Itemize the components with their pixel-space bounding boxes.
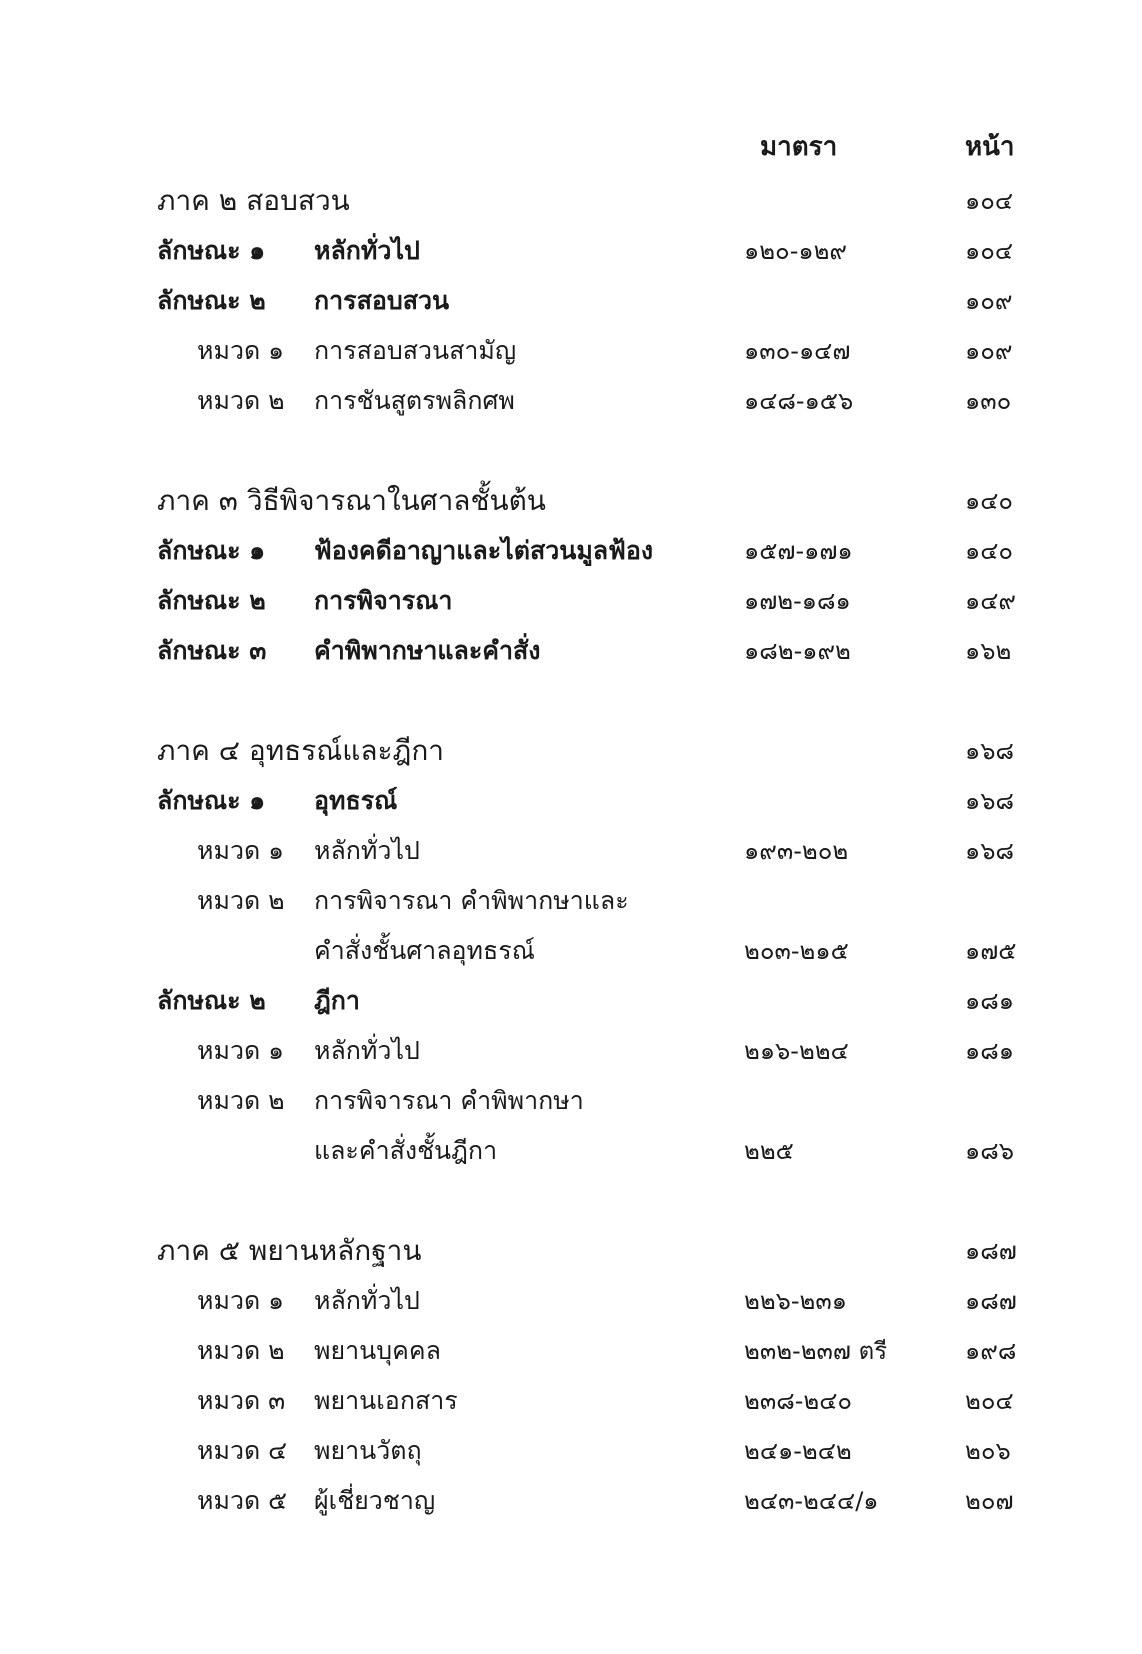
entry-title: หลักทั่วไป	[314, 836, 420, 865]
entry-title: พยานเอกสาร	[314, 1386, 458, 1415]
entry-title: การพิจารณา	[314, 586, 453, 615]
toc-list	[0, 176, 1142, 1526]
entry-section-range: ๒๒๕	[744, 1137, 794, 1165]
entry-section-range: ๒๔๑-๒๔๒	[744, 1437, 852, 1465]
entry-page-number: ๑๗๕	[965, 937, 1017, 965]
entry-label: ลักษณะ ๒	[157, 986, 266, 1015]
entry-label: ภาค ๔ อุทธรณ์และฎีกา	[157, 734, 444, 767]
toc-entry	[0, 876, 1142, 926]
toc-entry	[0, 1426, 1142, 1476]
toc-entry	[0, 726, 1142, 776]
entry-section-range: ๒๓๒-๒๓๗ ตรี	[744, 1337, 888, 1365]
entry-section-range: ๑๗๒-๑๘๑	[744, 587, 851, 615]
entry-title: หลักทั่วไป	[314, 1036, 420, 1065]
entry-title: พยานวัตถุ	[314, 1436, 422, 1465]
entry-page-number: ๒๐๔	[965, 1387, 1014, 1415]
entry-page-number: ๑๖๘	[965, 837, 1014, 865]
entry-title: การพิจารณา คำพิพากษาและ	[314, 886, 629, 915]
entry-section-range: ๑๕๗-๑๗๑	[744, 537, 853, 565]
entry-title: หลักทั่วไป	[314, 1286, 420, 1315]
entry-label: หมวด ๕	[197, 1486, 288, 1515]
page-column-header: หน้า	[965, 132, 1015, 162]
toc-entry	[0, 1076, 1142, 1126]
entry-page-number: ๑๙๘	[965, 1337, 1017, 1365]
entry-label: หมวด ๒	[197, 1086, 285, 1115]
entry-page-number: ๑๐๙	[965, 337, 1013, 365]
entry-section-range: ๒๑๖-๒๒๔	[744, 1037, 849, 1065]
entry-page-number: ๑๖๘	[965, 787, 1014, 815]
entry-title: และคำสั่งชั้นฎีกา	[314, 1136, 498, 1165]
toc-entry	[0, 176, 1142, 226]
entry-section-range: ๑๓๐-๑๔๗	[744, 337, 851, 365]
entry-page-number: ๑๔๙	[965, 587, 1016, 615]
entry-title: อุทธรณ์	[314, 786, 398, 815]
toc-entry	[0, 476, 1142, 526]
toc-entry	[0, 376, 1142, 426]
entry-section-range: ๒๐๓-๒๑๕	[744, 937, 849, 965]
entry-section-range: ๒๒๖-๒๓๑	[744, 1287, 847, 1315]
entry-page-number: ๑๐๔	[965, 187, 1014, 215]
toc-entry	[0, 776, 1142, 826]
toc-entry	[0, 1326, 1142, 1376]
toc-entry	[0, 1276, 1142, 1326]
entry-page-number: ๑๘๗	[965, 1237, 1017, 1265]
entry-title: การสอบสวน	[314, 286, 450, 315]
entry-label: ลักษณะ ๑	[157, 536, 266, 565]
entry-title: ผู้เชี่ยวชาญ	[314, 1486, 436, 1515]
toc-entry	[0, 826, 1142, 876]
entry-label: หมวด ๑	[197, 336, 285, 365]
toc-entry	[0, 1476, 1142, 1526]
entry-label: ลักษณะ ๒	[157, 586, 266, 615]
entry-label: หมวด ๑	[197, 1036, 285, 1065]
entry-title: หลักทั่วไป	[314, 236, 420, 265]
entry-section-range: ๒๓๘-๒๔๐	[744, 1387, 853, 1415]
entry-label: ลักษณะ ๑	[157, 236, 266, 265]
toc-entry	[0, 276, 1142, 326]
entry-page-number: ๑๓๐	[965, 387, 1012, 415]
entry-label: ลักษณะ ๓	[157, 636, 267, 665]
entry-section-range: ๑๙๓-๒๐๒	[744, 837, 849, 865]
toc-entry	[0, 1226, 1142, 1276]
entry-label: หมวด ๑	[197, 836, 285, 865]
entry-label: ลักษณะ ๒	[157, 286, 266, 315]
toc-entry	[0, 226, 1142, 276]
entry-title: ฎีกา	[314, 986, 360, 1015]
entry-page-number: ๑๘๑	[965, 987, 1014, 1015]
entry-page-number: ๑๐๔	[965, 237, 1014, 265]
entry-section-range: ๑๒๐-๑๒๙	[744, 237, 847, 265]
entry-page-number: ๑๖๒	[965, 637, 1012, 665]
section-column-header: มาตรา	[760, 132, 838, 162]
toc-entry	[0, 576, 1142, 626]
entry-page-number: ๑๘๑	[965, 1037, 1014, 1065]
entry-page-number: ๑๔๐	[965, 487, 1014, 515]
toc-entry	[0, 326, 1142, 376]
toc-entry	[0, 1026, 1142, 1076]
entry-page-number: ๑๖๘	[965, 737, 1014, 765]
toc-entry	[0, 926, 1142, 976]
entry-title: การพิจารณา คำพิพากษา	[314, 1086, 584, 1115]
entry-label: ภาค ๓ วิธีพิจารณาในศาลชั้นต้น	[157, 484, 546, 517]
entry-label: หมวด ๒	[197, 886, 285, 915]
entry-page-number: ๑๐๙	[965, 287, 1013, 315]
entry-title: คำสั่งชั้นศาลอุทธรณ์	[314, 936, 535, 965]
entry-label: ภาค ๒ สอบสวน	[157, 184, 350, 217]
entry-title: พยานบุคคล	[314, 1336, 441, 1365]
entry-label: หมวด ๔	[197, 1436, 288, 1465]
toc-entry	[0, 526, 1142, 576]
entry-label: ภาค ๕ พยานหลักฐาน	[157, 1234, 422, 1267]
toc-header	[0, 126, 1142, 170]
toc-entry	[0, 976, 1142, 1026]
entry-title: การสอบสวนสามัญ	[314, 336, 517, 365]
entry-label: หมวด ๒	[197, 386, 285, 415]
entry-section-range: ๑๔๘-๑๕๖	[744, 387, 854, 415]
toc-entry	[0, 1126, 1142, 1176]
entry-page-number: ๑๔๐	[965, 537, 1014, 565]
entry-page-number: ๑๘๖	[965, 1137, 1014, 1165]
entry-label: หมวด ๒	[197, 1336, 285, 1365]
entry-title: การชันสูตรพลิกศพ	[314, 386, 515, 415]
entry-section-range: ๑๘๒-๑๙๒	[744, 637, 851, 665]
entry-label: ลักษณะ ๑	[157, 786, 266, 815]
toc-entry	[0, 1376, 1142, 1426]
entry-label: หมวด ๓	[197, 1386, 286, 1415]
entry-title: คำพิพากษาและคำสั่ง	[314, 636, 541, 665]
entry-section-range: ๒๔๓-๒๔๔/๑	[744, 1487, 879, 1515]
entry-title: ฟ้องคดีอาญาและไต่สวนมูลฟ้อง	[314, 536, 654, 565]
toc-entry	[0, 626, 1142, 676]
entry-page-number: ๒๐๗	[965, 1487, 1014, 1515]
entry-page-number: ๑๘๗	[965, 1287, 1017, 1315]
entry-page-number: ๒๐๖	[965, 1437, 1011, 1465]
entry-label: หมวด ๑	[197, 1286, 285, 1315]
